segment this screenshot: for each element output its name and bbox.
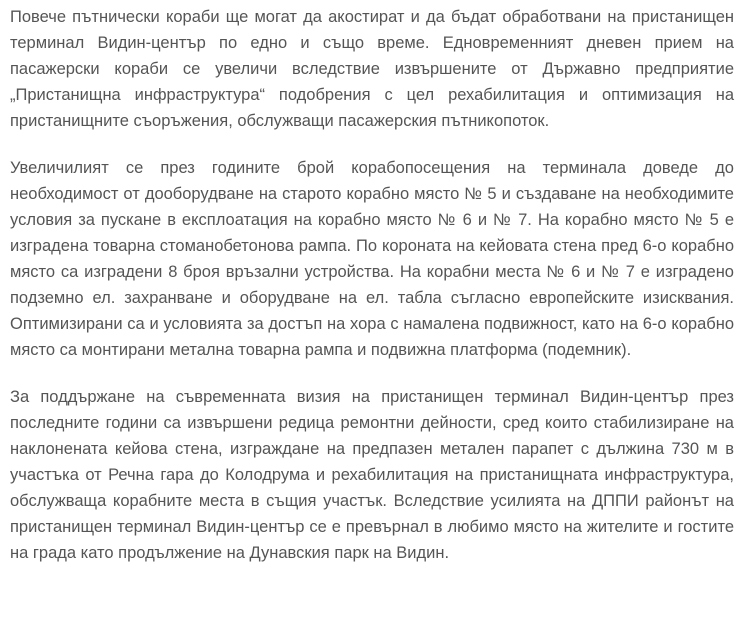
article-paragraph-3: За поддържане на съвременната визия на пристанищен терминал Видин-център през последните години са извършени редица ремонтни дейности, сред които стабилизиране на наклонената кейова стена, изграждане на предпазен метален парапет с дължина 730 м в участъка от Речна гара до Колодрума и рехабилитация на пристанищната инфраструктура, обслужваща корабните места в същия участък. Вследствие усилията на ДППИ районът на пристанищен терминал Видин-център се е превърнал в любимо място на жителите и гостите на града като продължение на Дунавския парк на Видин. (10, 388, 734, 562)
article-paragraph-2: Увеличилият се през годините брой корабопосещения на терминала доведе до необходимост от дооборудване на старото корабно място № 5 и създаване на необходимите условия за пускане в експлоатация на корабно място № 6 и № 7. На корабно място № 5 е изградена товарна стоманобетонова рампа. По короната на кейовата стена пред 6-о корабно място са изградени 8 броя връзални устройства. На корабни места № 6 и № 7 е изградено подземно ел. захранване и оборудване на ел. табла съгласно европейските изисквания. Оптимизирани са и условията за достъп на хора с намалена подвижност, като на 6-о корабно място са монтирани метална товарна рампа и подвижна платформа (подемник). (10, 159, 734, 359)
article-paragraph-1: Повече пътнически кораби ще могат да акостират и да бъдат обработвани на пристанищен терминал Видин-център по едно и също време. Едновременният дневен прием на пасажерски кораби се увеличи вследствие извършените от Държавно предприятие „Пристанищна инфраструктура“ подобрения с цел рехабилитация и оптимизация на пристанищните съоръжения, обслужващи пасажерския пътникопоток. (10, 8, 734, 130)
